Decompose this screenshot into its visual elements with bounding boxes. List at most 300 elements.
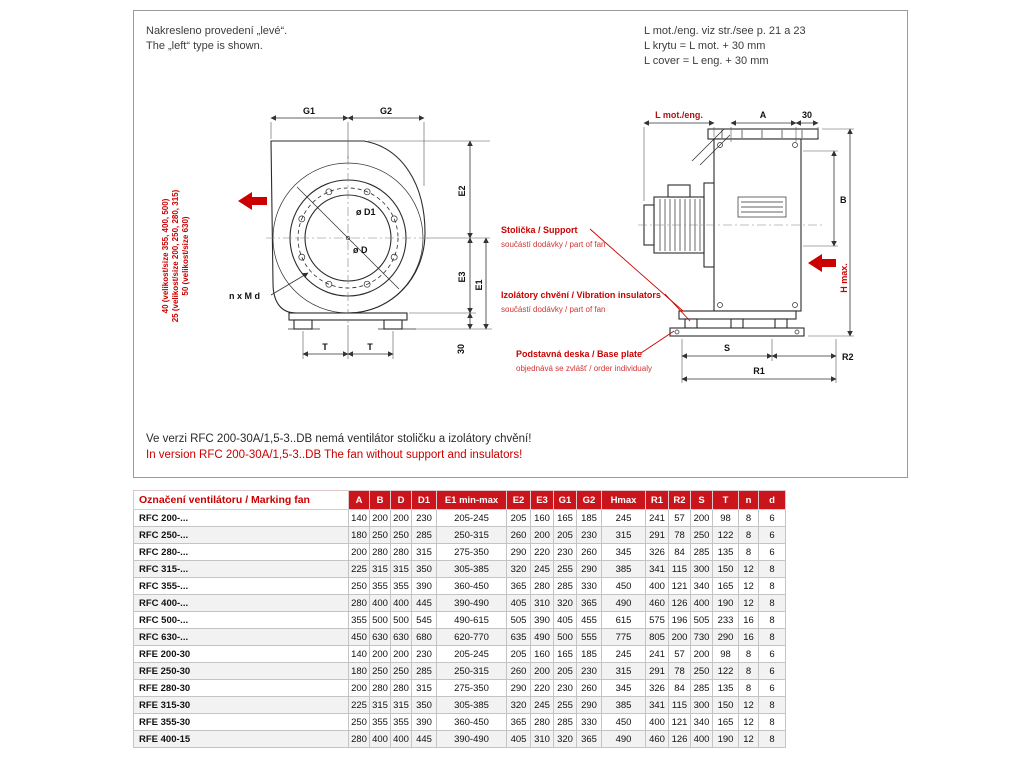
dimension-value: 630 (370, 629, 391, 646)
dimension-value: 230 (577, 663, 602, 680)
dimension-value: 233 (713, 612, 739, 629)
dimension-value: 365 (507, 714, 531, 731)
dimension-value: 200 (691, 646, 713, 663)
dimension-value: 365 (577, 731, 602, 748)
dimension-value: 290 (507, 544, 531, 561)
fan-model: RFC 280-... (134, 544, 349, 561)
dimension-value: 115 (669, 697, 691, 714)
dimension-value: 260 (507, 527, 531, 544)
dimension-value: 315 (602, 663, 646, 680)
dimension-value: 291 (646, 663, 669, 680)
dimension-value: 150 (713, 561, 739, 578)
dimension-value: 280 (370, 680, 391, 697)
dimension-value: 160 (531, 510, 554, 527)
fan-model: RFE 200-30 (134, 646, 349, 663)
dimension-value: 165 (554, 510, 577, 527)
size-note-50: 50 (velikost/size 630) (181, 216, 190, 296)
fan-model: RFC 630-... (134, 629, 349, 646)
dimension-value: 12 (739, 697, 759, 714)
dimension-value: 310 (531, 595, 554, 612)
dimension-value: 775 (602, 629, 646, 646)
dimension-value: 225 (349, 697, 370, 714)
technical-drawing (134, 11, 909, 479)
dimension-value: 260 (577, 544, 602, 561)
dimension-value: 315 (370, 561, 391, 578)
fan-model: RFC 200-... (134, 510, 349, 527)
dimension-value: 250-315 (437, 527, 507, 544)
dimension-value: 8 (739, 544, 759, 561)
dim-l-mot: L mot./eng. (655, 110, 703, 120)
dimension-value: 450 (602, 578, 646, 595)
dimension-value: 315 (391, 561, 412, 578)
drawing-panel (133, 10, 908, 478)
dimension-value: 505 (691, 612, 713, 629)
dimension-value: 250 (349, 714, 370, 731)
dimension-value: 326 (646, 544, 669, 561)
dimension-value: 360-450 (437, 714, 507, 731)
dimension-value: 245 (602, 510, 646, 527)
dimension-value: 730 (691, 629, 713, 646)
dim-s: S (723, 343, 731, 353)
table-row (134, 663, 786, 680)
dimension-value: 8 (739, 680, 759, 697)
column-header: n (739, 491, 759, 510)
table-body (134, 510, 786, 748)
column-header: E1 min-max (437, 491, 507, 510)
dimension-value: 300 (691, 697, 713, 714)
column-header: B (370, 491, 391, 510)
dimension-value: 165 (554, 646, 577, 663)
dim-e1: E1 (474, 279, 484, 291)
dimension-value: 78 (669, 663, 691, 680)
table-row (134, 714, 786, 731)
dimension-value: 455 (577, 612, 602, 629)
dimension-value: 365 (507, 578, 531, 595)
dimension-value: 205 (554, 663, 577, 680)
fan-model: RFC 315-... (134, 561, 349, 578)
dimension-value: 255 (554, 697, 577, 714)
dimension-value: 320 (554, 595, 577, 612)
dimension-value: 285 (554, 578, 577, 595)
column-header: E2 (507, 491, 531, 510)
table-row (134, 697, 786, 714)
dimension-value: 12 (739, 595, 759, 612)
dimension-value: 205 (507, 646, 531, 663)
dimension-value: 8 (739, 510, 759, 527)
dimension-value: 490 (602, 595, 646, 612)
dimension-value: 300 (691, 561, 713, 578)
dimension-value: 385 (602, 697, 646, 714)
fan-model: RFE 315-30 (134, 697, 349, 714)
dimension-value: 280 (370, 544, 391, 561)
dimension-value: 341 (646, 561, 669, 578)
dimension-value: 115 (669, 561, 691, 578)
dimension-value: 490 (531, 629, 554, 646)
fan-model: RFC 500-... (134, 612, 349, 629)
column-header: E3 (531, 491, 554, 510)
dimension-value: 345 (602, 544, 646, 561)
dimension-table (133, 490, 786, 748)
dimension-value: 250 (370, 527, 391, 544)
dimension-value: 490-615 (437, 612, 507, 629)
dimension-value: 200 (370, 646, 391, 663)
dim-t-left: T (322, 342, 328, 352)
version-note-line2: In version RFC 200-30A/1,5-3..DB The fan without support and insulators! (146, 449, 523, 461)
dimension-value: 220 (531, 680, 554, 697)
dimension-value: 12 (739, 578, 759, 595)
note-right-line1: L mot./eng. viz str./see p. 21 a 23 (644, 25, 806, 37)
dimension-value: 16 (739, 629, 759, 646)
dim-r1: R1 (753, 366, 765, 376)
dimension-value: 275-350 (437, 544, 507, 561)
dim-e2: E2 (457, 185, 467, 197)
dimension-value: 16 (739, 612, 759, 629)
dimension-value: 6 (759, 663, 786, 680)
annotation-support-subtitle: součástí dodávky / part of fan (501, 240, 606, 249)
dimension-value: 200 (691, 510, 713, 527)
dimension-value: 185 (577, 646, 602, 663)
annotation-insulators-title: Izolátory chvění / Vibration insulators (501, 290, 661, 300)
front-view-drawing (161, 106, 492, 359)
dim-d: ø D (353, 245, 368, 255)
dimension-value: 200 (531, 527, 554, 544)
dimension-value: 241 (646, 646, 669, 663)
dimension-value: 805 (646, 629, 669, 646)
dim-b: B (840, 195, 847, 205)
dimension-value: 160 (531, 646, 554, 663)
dimension-value: 280 (391, 680, 412, 697)
dimension-value: 180 (349, 663, 370, 680)
dimension-value: 310 (531, 731, 554, 748)
dimension-value: 280 (531, 578, 554, 595)
dimension-value: 330 (577, 578, 602, 595)
dimension-value: 250-315 (437, 663, 507, 680)
dimension-value: 315 (602, 527, 646, 544)
dimension-value: 126 (669, 731, 691, 748)
dimension-value: 500 (554, 629, 577, 646)
dimension-value: 205-245 (437, 646, 507, 663)
dim-overhang-30: 30 (801, 110, 813, 120)
dim-r2: R2 (842, 352, 854, 362)
dim-bolts: n x M d (229, 291, 260, 301)
fan-model: RFE 250-30 (134, 663, 349, 680)
dimension-value: 126 (669, 595, 691, 612)
dimension-value: 12 (739, 731, 759, 748)
dimension-value: 8 (759, 714, 786, 731)
note-right-line3: L cover = L eng. + 30 mm (644, 55, 769, 67)
annotation-insulators-subtitle: součástí dodávky / part of fan (501, 305, 606, 314)
dimension-value: 405 (554, 612, 577, 629)
column-header: R2 (669, 491, 691, 510)
dimension-value: 285 (691, 680, 713, 697)
dimension-value: 140 (349, 646, 370, 663)
dimension-value: 250 (391, 527, 412, 544)
dimension-value: 196 (669, 612, 691, 629)
dim-a: A (759, 110, 767, 120)
dimension-value: 8 (759, 612, 786, 629)
dimension-value: 84 (669, 680, 691, 697)
dimension-value: 12 (739, 561, 759, 578)
dimension-value: 230 (554, 544, 577, 561)
dimension-value: 245 (531, 697, 554, 714)
dimension-value: 250 (691, 527, 713, 544)
dimension-value: 280 (349, 595, 370, 612)
dimension-value: 340 (691, 578, 713, 595)
dimension-value: 291 (646, 527, 669, 544)
dimension-value: 320 (507, 697, 531, 714)
dimension-value: 280 (531, 714, 554, 731)
dimension-value: 245 (531, 561, 554, 578)
dimension-value: 250 (349, 578, 370, 595)
dimension-value: 350 (412, 561, 437, 578)
column-header: R1 (646, 491, 669, 510)
dimension-value: 350 (412, 697, 437, 714)
dimension-value: 260 (577, 680, 602, 697)
fan-model: RFC 355-... (134, 578, 349, 595)
table-row (134, 629, 786, 646)
dimension-value: 320 (507, 561, 531, 578)
dimension-value: 6 (759, 527, 786, 544)
dimension-value: 220 (531, 544, 554, 561)
dimension-value: 122 (713, 527, 739, 544)
dimension-value: 8 (739, 646, 759, 663)
note-left-line2: The „left“ type is shown. (146, 40, 263, 52)
dimension-value: 8 (759, 595, 786, 612)
dimension-value: 200 (669, 629, 691, 646)
dimension-value: 355 (370, 578, 391, 595)
note-right-line2: L krytu = L mot. + 30 mm (644, 40, 766, 52)
dimension-value: 6 (759, 680, 786, 697)
annotation-baseplate-subtitle: objednává se zvlášť / order individualy (516, 364, 652, 373)
dim-base-30: 30 (456, 343, 466, 355)
fan-model: RFC 250-... (134, 527, 349, 544)
dimension-value: 450 (349, 629, 370, 646)
dimension-value: 390-490 (437, 731, 507, 748)
dimension-value: 615 (602, 612, 646, 629)
dimension-value: 8 (759, 697, 786, 714)
dimension-value: 500 (391, 612, 412, 629)
dimension-value: 200 (349, 544, 370, 561)
dimension-value: 8 (759, 731, 786, 748)
dimension-value: 355 (370, 714, 391, 731)
dimension-value: 200 (391, 510, 412, 527)
dim-t-right: T (367, 342, 373, 352)
table-row (134, 527, 786, 544)
dimension-value: 205 (507, 510, 531, 527)
dimension-value: 290 (577, 561, 602, 578)
dimension-value: 285 (691, 544, 713, 561)
dimension-value: 165 (713, 714, 739, 731)
dim-h-max: H max. (839, 263, 849, 293)
dim-d1: ø D1 (356, 207, 376, 217)
dimension-value: 545 (412, 612, 437, 629)
dimension-value: 57 (669, 510, 691, 527)
dimension-value: 205 (554, 527, 577, 544)
dimension-value: 400 (646, 578, 669, 595)
dimension-value: 405 (507, 595, 531, 612)
dimension-value: 285 (412, 663, 437, 680)
table-row (134, 510, 786, 527)
dimension-value: 190 (713, 731, 739, 748)
dimension-value: 8 (759, 629, 786, 646)
dimension-value: 305-385 (437, 697, 507, 714)
dimension-value: 680 (412, 629, 437, 646)
dimension-value: 275-350 (437, 680, 507, 697)
dimension-value: 390-490 (437, 595, 507, 612)
size-note-25: 25 (velikost/size 200, 250, 280, 315) (171, 189, 180, 323)
annotation-baseplate-title: Podstavná deska / Base plate (516, 349, 643, 359)
dimension-value: 445 (412, 595, 437, 612)
dimension-value: 390 (531, 612, 554, 629)
table-row (134, 646, 786, 663)
dimension-value: 635 (507, 629, 531, 646)
dimension-value: 230 (577, 527, 602, 544)
dimension-value: 360-450 (437, 578, 507, 595)
dimension-value: 8 (759, 561, 786, 578)
dimension-value: 280 (391, 544, 412, 561)
dimension-value: 6 (759, 646, 786, 663)
dimension-value: 390 (412, 578, 437, 595)
fan-model: RFE 400-15 (134, 731, 349, 748)
dimension-value: 255 (554, 561, 577, 578)
dim-g2: G2 (379, 106, 393, 116)
dimension-value: 315 (412, 680, 437, 697)
dimension-value: 245 (602, 646, 646, 663)
flow-arrow-icon (808, 254, 836, 272)
dimension-value: 400 (370, 595, 391, 612)
table-row (134, 680, 786, 697)
dimension-value: 290 (577, 697, 602, 714)
dimension-value: 250 (391, 663, 412, 680)
dimension-value: 98 (713, 646, 739, 663)
table-row (134, 612, 786, 629)
dimension-value: 285 (554, 714, 577, 731)
dimension-value: 315 (370, 697, 391, 714)
dimension-value: 320 (554, 731, 577, 748)
dimension-value: 121 (669, 578, 691, 595)
dimension-value: 140 (349, 510, 370, 527)
dimension-value: 400 (370, 731, 391, 748)
dimension-value: 290 (507, 680, 531, 697)
dimension-value: 620-770 (437, 629, 507, 646)
dimension-value: 365 (577, 595, 602, 612)
dimension-value: 400 (691, 595, 713, 612)
dimension-value: 315 (391, 697, 412, 714)
fan-model: RFC 400-... (134, 595, 349, 612)
dimension-value: 200 (370, 510, 391, 527)
dimension-value: 190 (713, 595, 739, 612)
table-row (134, 561, 786, 578)
fan-model: RFE 355-30 (134, 714, 349, 731)
dimension-value: 355 (349, 612, 370, 629)
flow-arrow-icon (238, 192, 267, 210)
dimension-value: 6 (759, 544, 786, 561)
dimension-value: 285 (412, 527, 437, 544)
dimension-value: 78 (669, 527, 691, 544)
table-row (134, 544, 786, 561)
dimension-value: 355 (391, 714, 412, 731)
dimension-value: 260 (507, 663, 531, 680)
fan-model: RFE 280-30 (134, 680, 349, 697)
dimension-value: 450 (602, 714, 646, 731)
dimension-value: 250 (370, 663, 391, 680)
column-header: Hmax (602, 491, 646, 510)
dimension-value: 8 (739, 663, 759, 680)
dimension-value: 280 (349, 731, 370, 748)
dimension-value: 400 (391, 595, 412, 612)
column-header: G2 (577, 491, 602, 510)
dimension-value: 122 (713, 663, 739, 680)
dim-e3: E3 (457, 271, 467, 283)
column-header: A (349, 491, 370, 510)
dimension-value: 135 (713, 680, 739, 697)
dimension-value: 135 (713, 544, 739, 561)
dimension-value: 12 (739, 714, 759, 731)
dimension-value: 98 (713, 510, 739, 527)
table-row (134, 595, 786, 612)
table-row (134, 578, 786, 595)
dimension-value: 315 (412, 544, 437, 561)
column-header: D1 (412, 491, 437, 510)
annotation-support-title: Stolička / Support (501, 225, 578, 235)
dimension-value: 230 (554, 680, 577, 697)
table-row (134, 731, 786, 748)
dimension-value: 405 (507, 731, 531, 748)
table-header-label: Označení ventilátoru / Marking fan (134, 491, 349, 510)
dimension-value: 230 (412, 510, 437, 527)
dimension-value: 326 (646, 680, 669, 697)
dimension-value: 185 (577, 510, 602, 527)
dimension-value: 305-385 (437, 561, 507, 578)
dimension-value: 8 (759, 578, 786, 595)
side-view-drawing (638, 110, 854, 383)
dimension-value: 341 (646, 697, 669, 714)
dimension-value: 205-245 (437, 510, 507, 527)
dimension-value: 400 (391, 731, 412, 748)
dim-g1: G1 (302, 106, 316, 116)
column-header: S (691, 491, 713, 510)
note-left-line1: Nakresleno provedení „levé“. (146, 25, 288, 37)
version-note-line1: Ve verzi RFC 200-30A/1,5-3..DB nemá ventilátor stoličku a izolátory chvění! (146, 433, 532, 445)
dimension-value: 505 (507, 612, 531, 629)
dimension-value: 6 (759, 510, 786, 527)
dimension-value: 355 (391, 578, 412, 595)
dimension-value: 180 (349, 527, 370, 544)
dimension-value: 241 (646, 510, 669, 527)
dimension-value: 230 (412, 646, 437, 663)
dimension-value: 340 (691, 714, 713, 731)
column-header: d (759, 491, 786, 510)
column-header: T (713, 491, 739, 510)
dimension-value: 445 (412, 731, 437, 748)
dimension-value: 390 (412, 714, 437, 731)
dimension-value: 200 (531, 663, 554, 680)
dimension-value: 121 (669, 714, 691, 731)
dimension-value: 200 (349, 680, 370, 697)
dimension-value: 500 (370, 612, 391, 629)
dimension-value: 225 (349, 561, 370, 578)
dimension-value: 385 (602, 561, 646, 578)
dimension-value: 630 (391, 629, 412, 646)
dimension-value: 575 (646, 612, 669, 629)
table-header-row (134, 491, 786, 510)
dimension-value: 490 (602, 731, 646, 748)
dimension-value: 8 (739, 527, 759, 544)
dimension-value: 460 (646, 731, 669, 748)
dimension-value: 200 (391, 646, 412, 663)
dimension-value: 460 (646, 595, 669, 612)
column-header: G1 (554, 491, 577, 510)
